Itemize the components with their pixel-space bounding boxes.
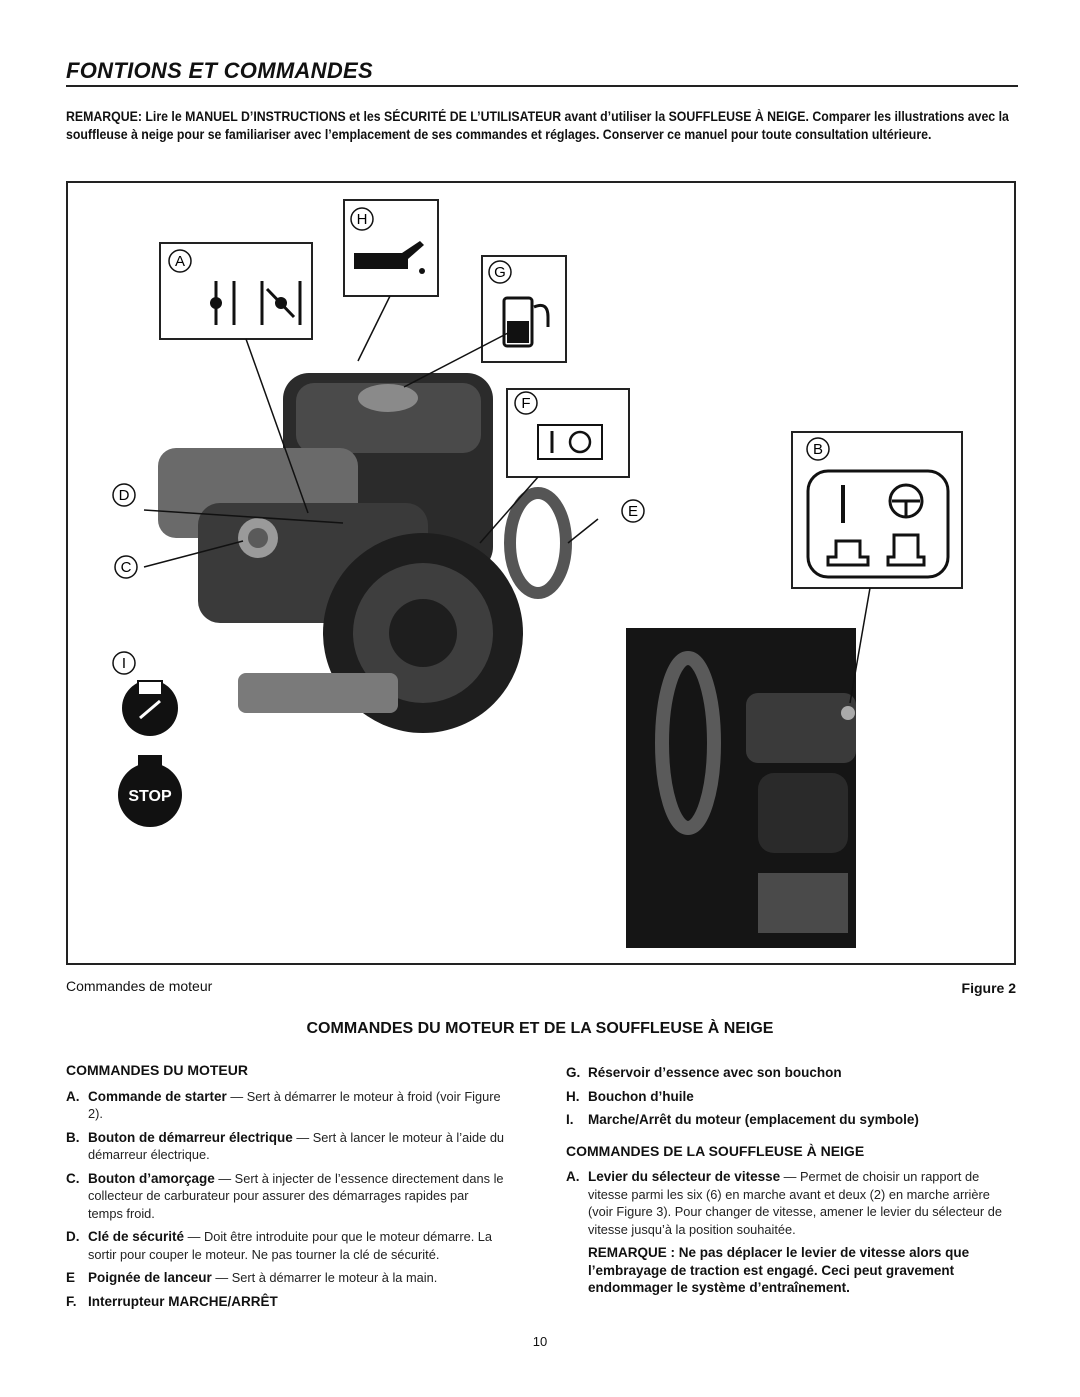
list-item xyxy=(66,1269,506,1287)
list-item xyxy=(66,1088,506,1123)
right-column xyxy=(566,1064,1018,1297)
stop-label: STOP xyxy=(128,788,172,805)
item-name: Bouton de démarreur électrique xyxy=(88,1129,293,1145)
engine-controls-heading: COMMANDES DU MOTEUR xyxy=(66,1062,248,1078)
list-item xyxy=(566,1111,1018,1129)
item-key: C. xyxy=(66,1170,80,1186)
item-description: — Sert à injecter de l’essence directement dans le collecteur de carburateur pour assurer des démarrages rapides par temps froid. xyxy=(88,1170,504,1221)
item-description: — Doit être introduite pour que le moteur démarre. La sortir pour couper le moteur. Ne pas tourner la clé de sécurité. xyxy=(88,1229,493,1262)
item-key: A. xyxy=(66,1088,80,1104)
callout-c: C xyxy=(120,559,132,576)
side-view-drawing xyxy=(626,628,856,948)
item-key: F. xyxy=(66,1293,77,1309)
page-number: 10 xyxy=(532,1334,548,1349)
item-name: Clé de sécurité xyxy=(88,1229,185,1244)
engine-drawing xyxy=(158,373,566,733)
item-name: Commande de starter xyxy=(88,1088,227,1104)
item-key: E xyxy=(66,1270,76,1285)
callout-a: A xyxy=(174,253,186,270)
item-key: H. xyxy=(566,1088,580,1104)
page-title: FONTIONS ET COMMANDES xyxy=(66,58,373,83)
item-description: — Sert à démarrer le moteur à la main. xyxy=(211,1270,438,1285)
callout-d: D xyxy=(118,487,130,504)
item-description: — Permet de choisir un rapport de vitesse parmi les six (6) en marche avant et deux (2) en marche arrière (voir Figure 3). Pour changer de vitesse, amener le levier du sélecteur de vitesse jusqu’à la position souhaitée. xyxy=(588,1169,1002,1237)
item-key: I. xyxy=(566,1112,574,1127)
blower-controls-list xyxy=(566,1168,1018,1238)
item-key: B. xyxy=(66,1129,80,1145)
item-key: D. xyxy=(66,1229,80,1244)
list-item xyxy=(566,1168,1018,1238)
list-item xyxy=(66,1293,506,1311)
callout-g: G xyxy=(494,264,506,281)
blower-controls-heading: COMMANDES DE LA SOUFFLEUSE À NEIGE xyxy=(566,1142,865,1159)
list-item xyxy=(66,1228,506,1263)
callout-b: B xyxy=(812,441,824,458)
callout-h: H xyxy=(356,211,368,228)
list-item xyxy=(566,1088,1018,1106)
item-description: — Sert à démarrer le moteur à froid (voir Figure 2). xyxy=(88,1088,501,1121)
engine-controls-illustration xyxy=(68,183,1014,963)
item-name: Bouton d’amorçage xyxy=(88,1170,215,1186)
figure-frame xyxy=(66,181,1016,965)
blower-note: REMARQUE : Ne pas déplacer le levier de vitesse alors que l’embrayage de traction est engagé. Ceci peut gravement endommager le système d’entraînement. xyxy=(588,1245,970,1295)
engine-controls-column xyxy=(66,1062,506,1316)
item-description: — Sert à lancer le moteur à l’aide du démarreur électrique. xyxy=(88,1129,505,1162)
item-name: Réservoir d’essence avec son bouchon xyxy=(588,1065,842,1080)
engine-controls-list-continued xyxy=(566,1064,1018,1129)
callout-f: F xyxy=(521,395,531,412)
figure-caption: Commandes de moteur xyxy=(66,978,213,994)
callout-e: E xyxy=(627,503,639,520)
figure-number: Figure 2 xyxy=(961,980,1016,996)
item-name: Interrupteur MARCHE/ARRÊT xyxy=(88,1293,278,1309)
title-rule xyxy=(66,85,1018,87)
list-item xyxy=(566,1064,1018,1082)
item-name: Bouchon d’huile xyxy=(588,1088,694,1104)
list-item xyxy=(66,1129,506,1164)
section-title: COMMANDES DU MOTEUR ET DE LA SOUFFLEUSE À NEIGE xyxy=(306,1020,774,1037)
item-key: G. xyxy=(566,1065,581,1080)
intro-remark: REMARQUE: Lire le MANUEL D’INSTRUCTIONS et les SÉCURITÉ DE L’UTILISATEUR avant d’utiliser la SOUFFLEUSE À NEIGE. Comparer les illustrations avec la souffleuse à neige pour se familiariser avec l’emplacement de ses commandes et réglages. Conserver ce manuel pour toute consultation ultérieure. xyxy=(66,109,1009,142)
engine-controls-list xyxy=(66,1088,506,1311)
list-item xyxy=(66,1170,506,1223)
item-name: Marche/Arrêt du moteur (emplacement du symbole) xyxy=(588,1112,919,1127)
item-key: A. xyxy=(566,1169,580,1184)
item-name: Poignée de lanceur xyxy=(88,1270,212,1285)
item-name: Levier du sélecteur de vitesse xyxy=(588,1169,781,1184)
callout-i: I xyxy=(121,655,127,672)
